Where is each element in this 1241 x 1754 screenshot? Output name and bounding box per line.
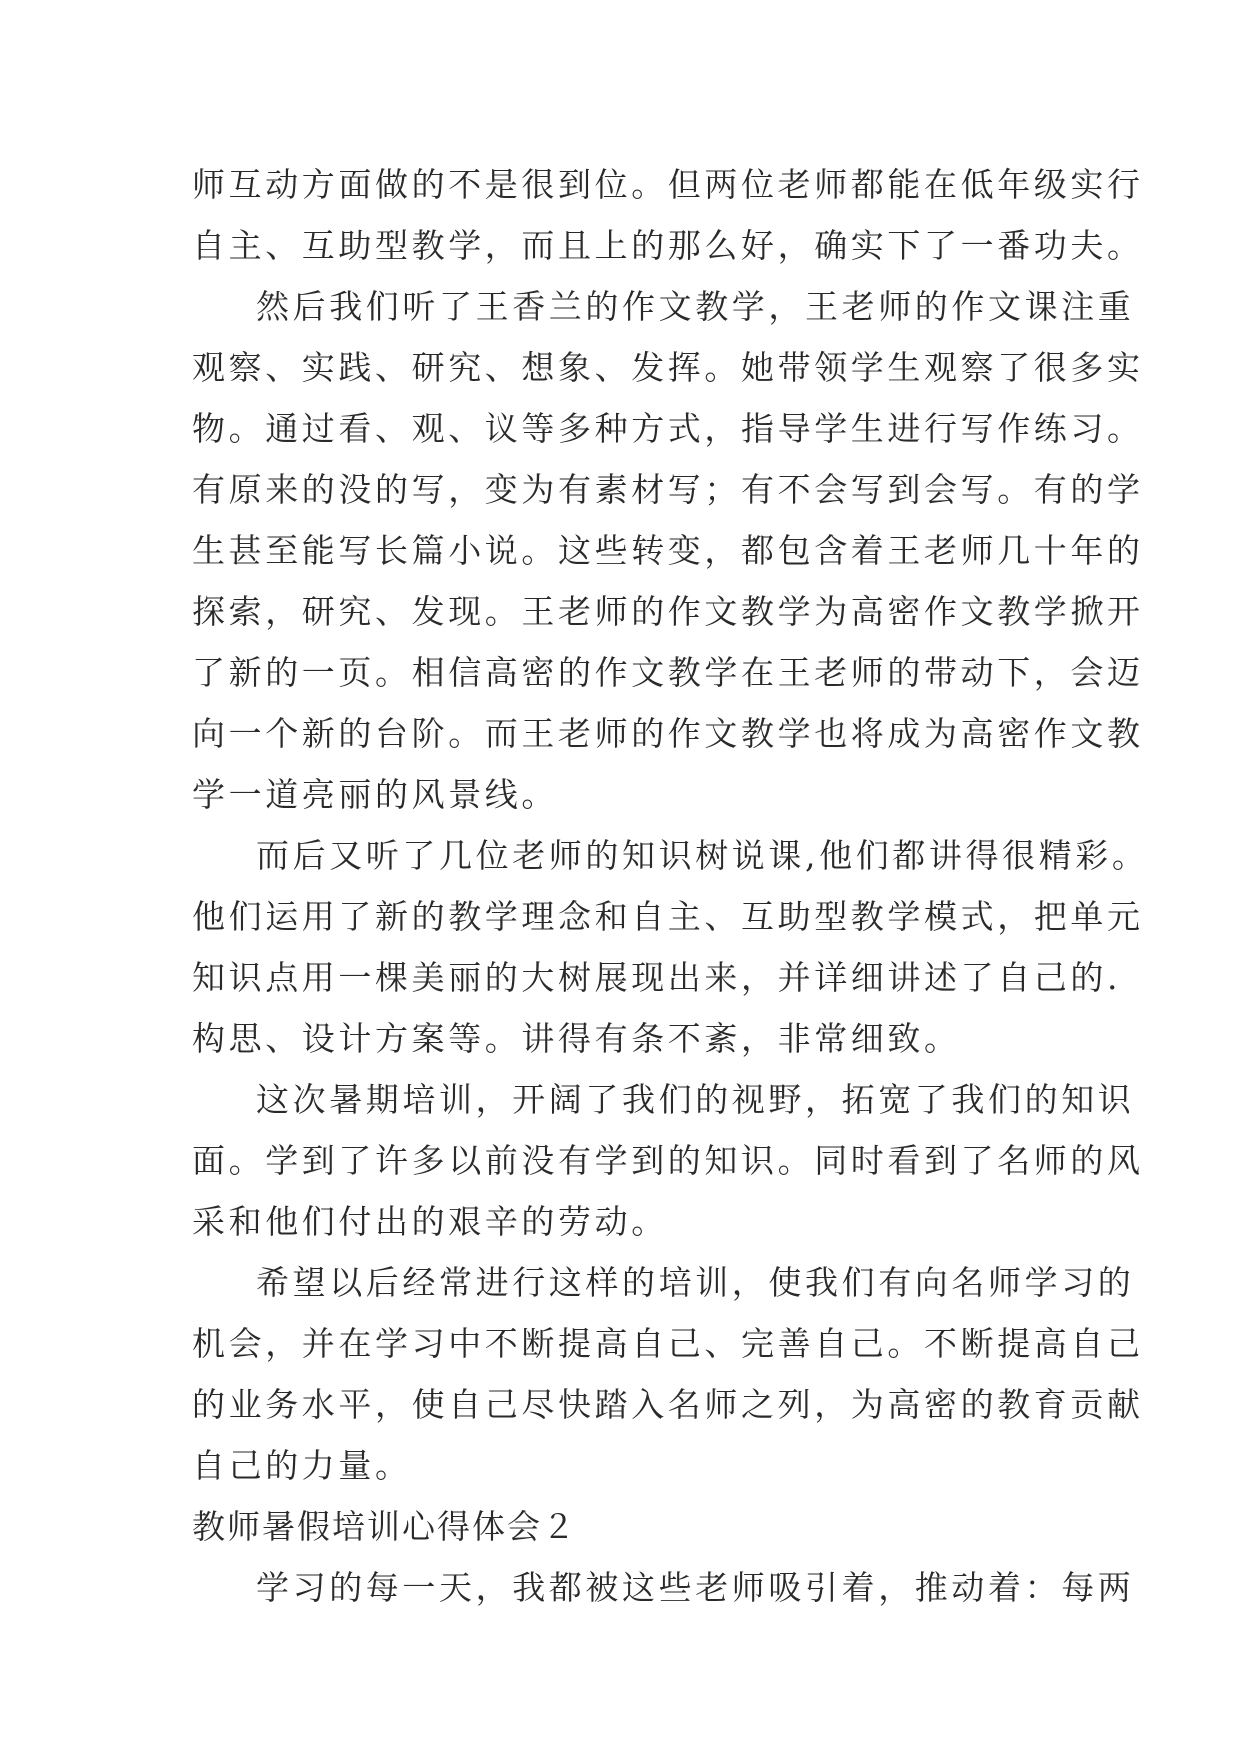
text-line: 向一个新的台阶。而王老师的作文教学也将成为高密作文教	[192, 714, 1144, 753]
text-line: 面。学到了许多以前没有学到的知识。同时看到了名师的风	[192, 1141, 1144, 1180]
text-line: 观察、实践、研究、想象、发挥。她带领学生观察了很多实	[192, 348, 1144, 387]
text-line: 生甚至能写长篇小说。这些转变，都包含着王老师几十年的	[192, 531, 1144, 570]
text-line: 自主、互助型教学，而且上的那么好，确实下了一番功夫。	[192, 226, 1144, 265]
text-line: 物。通过看、观、议等多种方式，指导学生进行写作练习。	[192, 409, 1144, 448]
text-line: 探索，研究、发现。王老师的作文教学为高密作文教学掀开	[192, 592, 1144, 631]
text-line: 机会，并在学习中不断提高自己、完善自己。不断提高自己	[192, 1324, 1144, 1363]
text-line: 自己的力量。	[192, 1446, 412, 1485]
paragraph-start-line: 希望以后经常进行这样的培训，使我们有向名师学习的	[256, 1263, 1135, 1302]
text-line: 的业务水平，使自己尽快踏入名师之列，为高密的教育贡献	[192, 1385, 1144, 1424]
text-line: 了新的一页。相信高密的作文教学在王老师的带动下，会迈	[192, 653, 1144, 692]
text-line: 采和他们付出的艰辛的劳动。	[192, 1202, 668, 1241]
paragraph-start-line: 而后又听了几位老师的知识树说课,他们都讲得很精彩。	[256, 836, 1149, 875]
text-line: 他们运用了新的教学理念和自主、互助型教学模式，把单元	[192, 897, 1144, 936]
section-heading: 教师暑假培训心得体会２	[192, 1507, 577, 1546]
paragraph-start-line: 学习的每一天，我都被这些老师吸引着，推动着：每两	[256, 1568, 1135, 1607]
text-line: 学一道亮丽的风景线。	[192, 775, 558, 814]
text-line: 构思、设计方案等。讲得有条不紊，非常细致。	[192, 1019, 961, 1058]
text-line: 有原来的没的写，变为有素材写；有不会写到会写。有的学	[192, 470, 1144, 509]
text-line: 知识点用一棵美丽的大树展现出来，并详细讲述了自己的.	[192, 958, 1122, 997]
paragraph-start-line: 然后我们听了王香兰的作文教学，王老师的作文课注重	[256, 287, 1135, 326]
paragraph-start-line: 这次暑期培训，开阔了我们的视野，拓宽了我们的知识	[256, 1080, 1135, 1119]
text-line: 师互动方面做的不是很到位。但两位老师都能在低年级实行	[192, 165, 1144, 204]
